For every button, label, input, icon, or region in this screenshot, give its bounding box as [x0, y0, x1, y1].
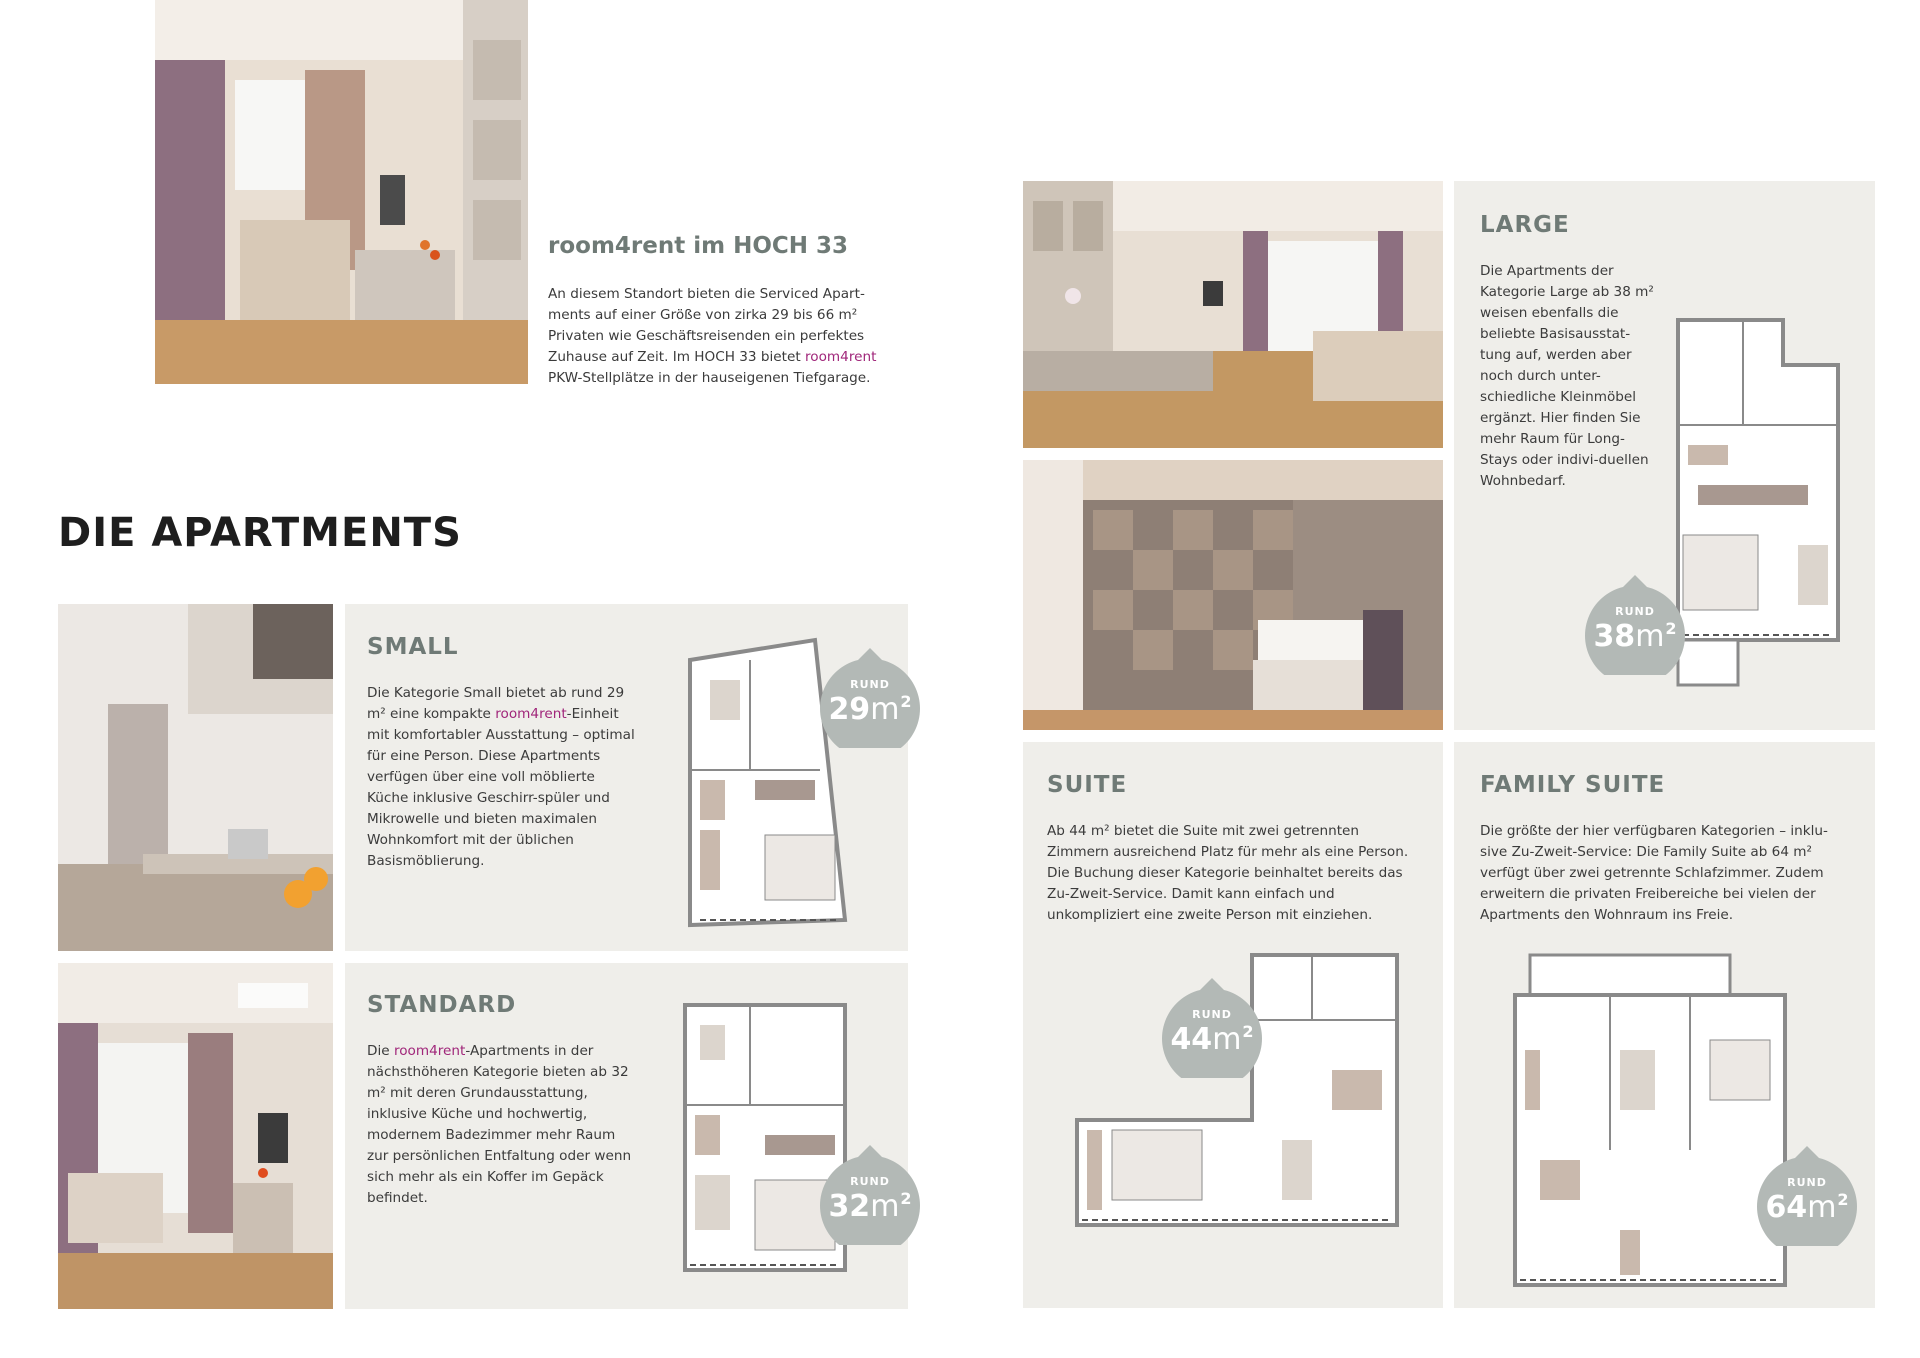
family-text: Die größte der hier verfügbaren Kategorien – inklu-sive Zu-Zweit-Service: Die Family Suite ab 64 m² verfügt über zwei getrennte Schlafzimmer. Zudem erweitern die privaten Freibereiche bei vielen der Apartments den Wohnraum ins Freie.	[1480, 823, 1828, 923]
intro-text-part1: An diesem Standort bieten die Serviced Apart-ments auf einer Größe von zirka 29 bis 66 m² Privaten wie Geschäftsreisenden ein perfektes Zuhause auf Zeit. Im HOCH 33 bietet	[548, 286, 865, 365]
standard-text-part2: -Apartments in der nächsthöheren Kategorie bieten ab 32 m² mit deren Grundausstattung, inklusive Küche und hochwertig, modernem Badezimmer mehr Raum zur persönlichen Entfaltung oder wenn sich mehr als ein Koffer im Gepäck befindet.	[367, 1043, 632, 1206]
small-text-part2: -Einheit mit komfortabler Ausstattung – optimal für eine Person. Diese Apartments verfügen über eine voll möblierte Küche inklusive Geschirr-spüler und Mikrowelle und bieten maximalen Wohnkomfort mit der üblichen Basismöblierung.	[367, 706, 635, 869]
small-text	[367, 683, 637, 872]
intro-text	[548, 284, 888, 389]
badge-label: RUND	[1192, 1008, 1232, 1021]
small-photo-kitchen	[58, 604, 333, 951]
standard-size-badge	[820, 1145, 920, 1245]
badge-label: RUND	[850, 678, 890, 691]
intro-brand-link: room4rent	[805, 349, 877, 365]
badge-size: $29m^2$	[828, 692, 912, 727]
section-title: DIE APARTMENTS	[58, 510, 462, 556]
standard-brand-link: room4rent	[393, 1043, 466, 1059]
badge-label: RUND	[1615, 605, 1655, 618]
family-floorplan	[1510, 950, 1795, 1290]
suite-photo-living	[1023, 181, 1443, 448]
standard-text	[367, 1041, 637, 1209]
small-title: SMALL	[367, 634, 459, 660]
suite-title: SUITE	[1047, 772, 1128, 798]
badge-size: $44m^2$	[1170, 1022, 1254, 1057]
large-title: LARGE	[1480, 212, 1570, 238]
large-text: Die Apartments der Kategorie Large ab 38 m² weisen ebenfalls die beliebte Basisausstat-tung auf, werden aber noch durch unter-schiedliche Kleinmöbel ergänzt. Hier finden Sie mehr Raum für Long-Stays oder indivi-duellen Wohnbedarf.	[1480, 263, 1654, 489]
small-brand-link: room4rent	[495, 706, 567, 722]
standard-title: STANDARD	[367, 992, 517, 1018]
large-size-badge	[1585, 575, 1685, 675]
standard-text-part1: Die	[367, 1043, 394, 1059]
family-size-badge	[1757, 1146, 1857, 1246]
standard-photo-room	[58, 963, 333, 1309]
intro-text-part2: PKW-Stellplätze in der hauseigenen Tiefgarage.	[548, 370, 871, 386]
badge-label: RUND	[850, 1175, 890, 1188]
badge-size: $38m^2$	[1593, 619, 1677, 654]
suite-text: Ab 44 m² bietet die Suite mit zwei getrennten Zimmern ausreichend Platz für mehr als eine Person. Die Buchung dieser Kategorie beinhaltet bereits das Zu-Zweit-Service. Damit kann einfach und unkompliziert eine zweite Person mit einziehen.	[1047, 823, 1409, 923]
badge-size: $32m^2$	[828, 1189, 912, 1224]
suite-size-badge	[1162, 978, 1262, 1078]
suite-photo-bathroom	[1023, 460, 1443, 730]
family-title: FAMILY SUITE	[1480, 772, 1666, 798]
badge-size: $64m^2$	[1765, 1190, 1849, 1225]
intro-title: room4rent im HOCH 33	[548, 233, 849, 259]
badge-label: RUND	[1787, 1176, 1827, 1189]
small-size-badge	[820, 648, 920, 748]
small-text-part1: Die Kategorie Small bietet ab rund 29 m² eine kompakte	[367, 685, 625, 722]
intro-photo-living-room	[155, 0, 528, 384]
large-floorplan	[1668, 315, 1858, 690]
